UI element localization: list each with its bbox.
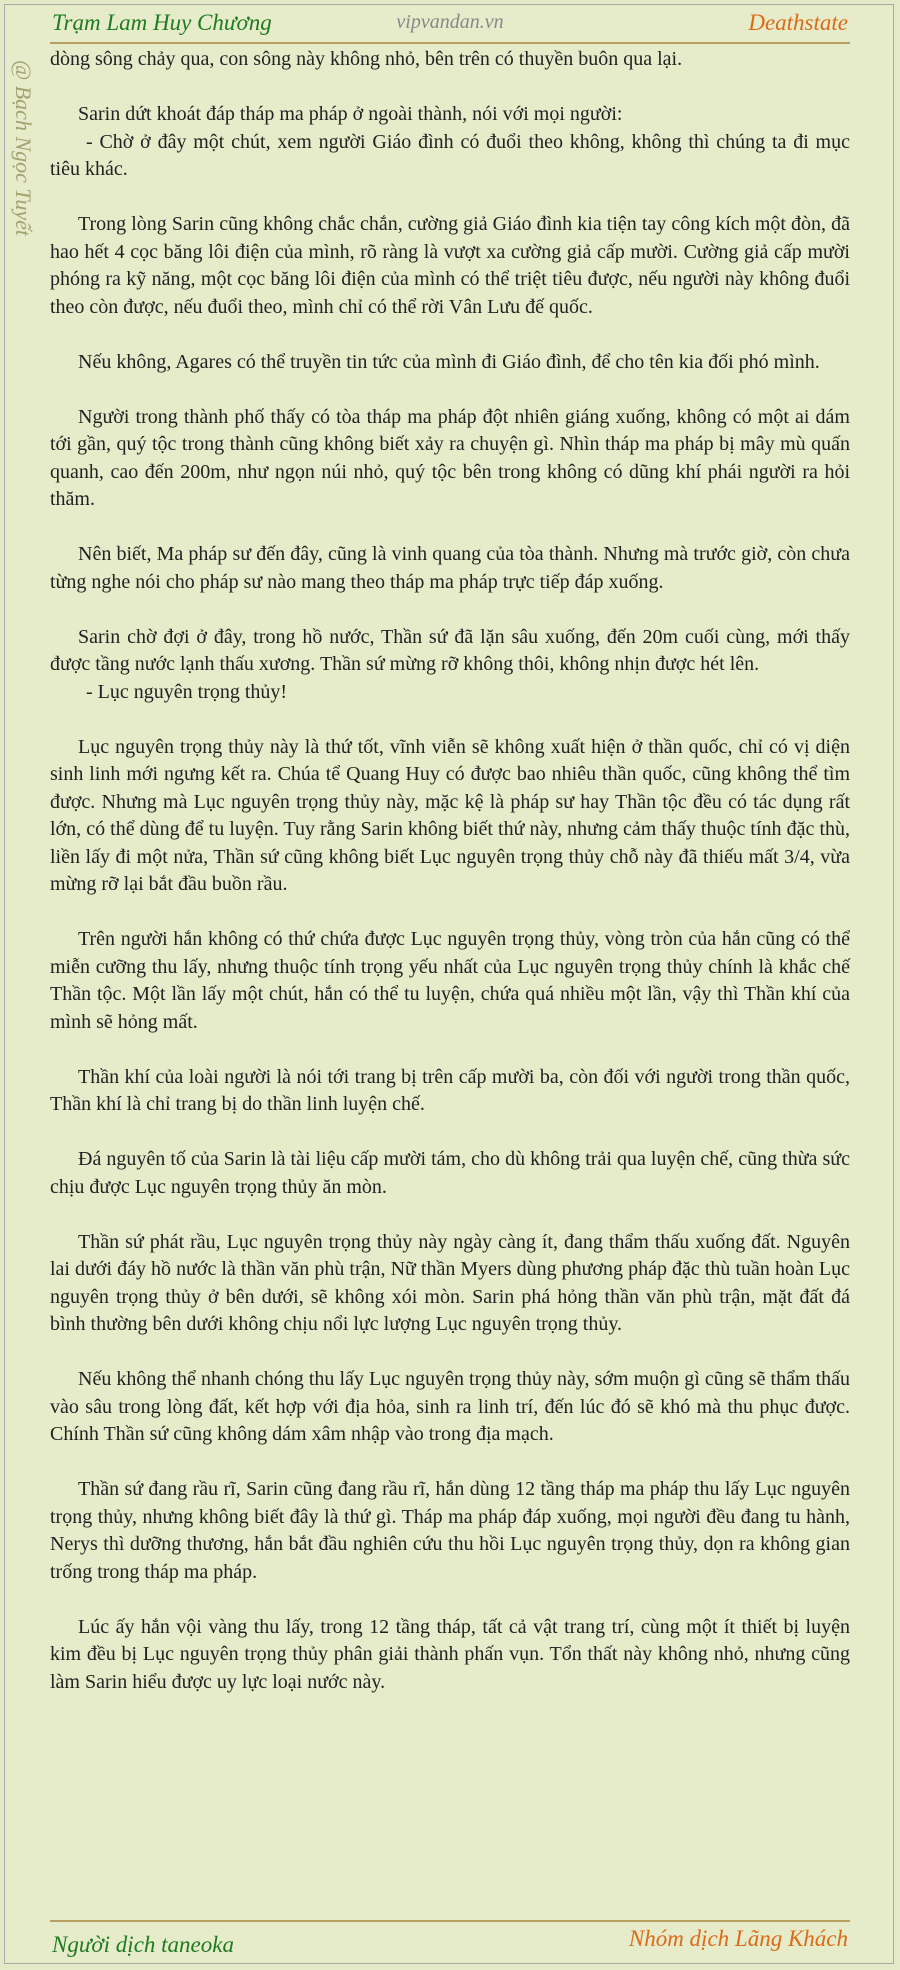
page-footer [50,1920,850,1958]
paragraph: Thần khí của loài người là nói tới trang bị trên cấp mười ba, còn đối với người trong thần quốc, Thần khí là chỉ trang bị do thần linh luyện chế. [50,1065,850,1115]
watermark-vertical: @ Bạch Ngọc Tuyết [11,60,36,237]
paragraph: Đá nguyên tố của Sarin là tài liệu cấp mười tám, cho dù không trải qua luyện chế, cũng thừa sức chịu được Lục nguyên trọng thủy ăn mòn. [50,1148,850,1198]
paragraph: Sarin dứt khoát đáp tháp ma pháp ở ngoài thành, nói với mọi người: [78,103,623,125]
footer-group: Nhóm dịch Lãng Khách [628,1926,848,1951]
header-author: Deathstate [748,10,848,35]
paragraph: Nên biết, Ma pháp sư đến đây, cũng là vinh quang của tòa thành. Nhưng mà trước giờ, còn chưa từng nghe nói cho pháp sư nào mang theo tháp ma pháp trực tiếp đáp xuống. [50,543,850,593]
page-header [50,6,850,44]
paragraph: Nếu không thể nhanh chóng thu lấy Lục nguyên trọng thủy này, sớm muộn gì cũng sẽ thẩm thấu vào sâu trong lòng đất, kết hợp với địa hỏa, sinh ra linh trí, đến lúc đó sẽ khó mà thu phục được. Chính Thần sứ cũng không dám xâm nhập vào trong địa mạch. [50,1368,850,1445]
paragraph: - Lục nguyên trọng thủy! [86,680,288,703]
paragraph: Sarin chờ đợi ở đây, trong hồ nước, Thần sứ đã lặn sâu xuống, đến 20m cuối cùng, mới thấy được tầng nước lạnh thấu xương. Thần sứ mừng rỡ không thôi, không nhịn được hét lên. [50,625,850,675]
paragraph: Nếu không, Agares có thể truyền tin tức của mình đi Giáo đình, để cho tên kia đối phó mình. [78,350,820,373]
chapter-body [50,46,850,1724]
paragraph: Thần sứ đang rầu rĩ, Sarin cũng đang rầu rĩ, hắn dùng 12 tầng tháp ma pháp thu lấy Lục nguyên trọng thủy, nhưng không biết đây là thứ gì. Tháp ma pháp đáp xuống, mọi người đều đang tu hành, Nerys thì dưỡng thương, hắn bắt đầu nghiên cứu thu hồi Lục nguyên trọng thủy, dọn ra không gian trống trong tháp ma pháp. [50,1478,850,1583]
paragraph: Lục nguyên trọng thủy này là thứ tốt, vĩnh viễn sẽ không xuất hiện ở thần quốc, chỉ có vị diện sinh linh mới ngưng kết ra. Chúa tể Quang Huy có được bao nhiêu thần quốc, cũng không thể tìm được. Nhưng mà Lục nguyên trọng thủy này, mặc kệ là pháp sư hay Thần tộc đều có tác dụng rất lớn, có thể dùng để tu luyện. Tuy rằng Sarin không biết thứ này, nhưng cảm thấy thuộc tính đặc thù, liền lấy đi một nửa, Thần sứ cũng không biết Lục nguyên trọng thủy chỗ này đã thiếu mất 3/4, vừa mừng rỡ lại bắt đầu buồn rầu. [50,735,850,895]
header-novel-title: Trạm Lam Huy Chương [52,10,272,35]
paragraph: Trên người hắn không có thứ chứa được Lục nguyên trọng thủy, vòng tròn của hắn cũng có thể miễn cưỡng thu lấy, nhưng thuộc tính trọng yếu nhất của Lục nguyên trọng thủy chính là khắc chế Thần tộc. Một lần lấy một chút, hắn có thể tu luyện, chứa quá nhiều một lần, vậy thì Thần khí của mình sẽ hỏng mất. [50,928,850,1033]
paragraph: Trong lòng Sarin cũng không chắc chắn, cường giả Giáo đình kia tiện tay công kích một đòn, đã hao hết 4 cọc băng lôi điện của mình, rõ ràng là vượt xa cường giả cấp mười. Cường giả cấp mười phóng ra kỹ năng, một cọc băng lôi điện của mình có thể triệt tiêu được, nếu người này không đuổi theo còn được, nếu đuổi theo, mình chỉ có thể rời Vân Lưu đế quốc. [50,213,850,318]
paragraph: dòng sông chảy qua, con sông này không nhỏ, bên trên có thuyền buôn qua lại. [50,48,683,70]
paragraph: Thần sứ phát rầu, Lục nguyên trọng thủy này ngày càng ít, đang thẩm thấu xuống đất. Nguyên lai dưới đáy hồ nước là thần văn phù trận, Nữ thần Myers dùng phương pháp đặc thù tuần hoàn Lục nguyên trọng thủy ở bên dưới, sẽ không xói mòn. Sarin phá hỏng thần văn phù trận, mặt đất đá bình thường bên dưới không chịu nổi lực lượng Lục nguyên trọng thủy. [50,1230,850,1335]
header-site-link[interactable]: vipvandan.vn [396,11,504,33]
footer-translator: Người dịch taneoka [52,1932,234,1957]
paragraph: Lúc ấy hắn vội vàng thu lấy, trong 12 tầng tháp, tất cả vật trang trí, cùng một ít thiết bị luyện kim đều bị Lục nguyên trọng thủy phân giải thành phấn vụn. Tổn thất này không nhỏ, nhưng cũng làm Sarin hiểu được uy lực loại nước này. [50,1615,850,1693]
paragraph: Người trong thành phố thấy có tòa tháp ma pháp đột nhiên giáng xuống, không có một ai dám tới gần, quý tộc trong thành cũng không biết xảy ra chuyện gì. Nhìn tháp ma pháp bị mây mù quấn quanh, cao đến 200m, như ngọn núi nhỏ, quý tộc bên trong không có dũng khí phái người ra hỏi thăm. [50,405,850,510]
paragraph: - Chờ ở đây một chút, xem người Giáo đình có đuổi theo không, không thì chúng ta đi mục tiêu khác. [50,130,850,180]
